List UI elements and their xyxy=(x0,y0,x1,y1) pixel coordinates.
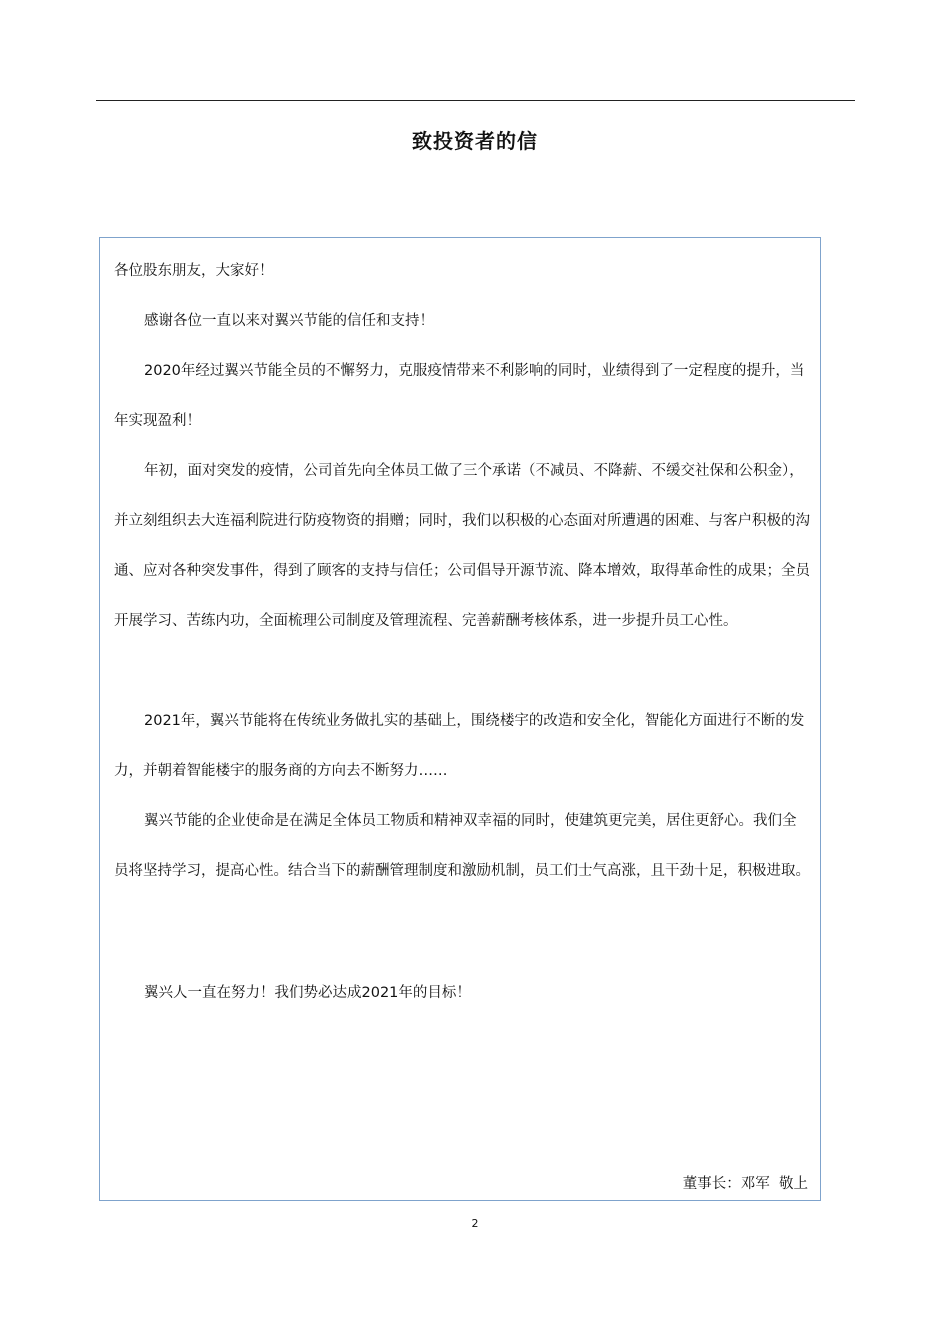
paragraph-closing: 翼兴人一直在努力！我们势必达成2021年的目标！ xyxy=(144,985,471,1001)
paragraph-thanks: 感谢各位一直以来对翼兴节能的信任和支持！ xyxy=(144,313,434,329)
page-number: 2 xyxy=(471,1217,479,1230)
greeting: 各位股东朋友，大家好！ xyxy=(114,263,274,279)
paragraph-epidemic-response: 年初，面对突发的疫情，公司首先向全体员工做了三个承诺（不减员、不降薪、不缓交社保和公积金），并立刻组织去大连福利院进行防疫物资的捐赠；同时，我们以积极的心态面对所遭遇的困难、与客户积极的沟通、应对各种突发事件，得到了顾客的支持与信任；公司倡导开源节流、降本增效，取得革命性的成果；全员开展学习、苦练内功，全面梳理公司制度及管理流程、完善薪酬考核体系，进一步提升员工心性。 xyxy=(114,463,810,629)
header-rule xyxy=(96,100,855,101)
signature: 董事长：邓军 敬上 xyxy=(682,1176,808,1192)
paragraph-2021-plan: 2021年，翼兴节能将在传统业务做扎实的基础上，围绕楼宇的改造和安全化，智能化方面进行不断的发力，并朝着智能楼宇的服务商的方向去不断努力…… xyxy=(114,713,805,779)
paragraph-mission: 翼兴节能的企业使命是在满足全体员工物质和精神双幸福的同时，使建筑更完美，居住更舒心。我们全员将坚持学习，提高心性。结合当下的薪酬管理制度和激励机制，员工们士气高涨，且干劲十足，积极进取。 xyxy=(114,813,810,879)
page-title: 致投资者的信 xyxy=(412,129,538,153)
letter-frame xyxy=(99,237,821,1201)
paragraph-2020-results: 2020年经过翼兴节能全员的不懈努力，克服疫情带来不利影响的同时，业绩得到了一定程度的提升，当年实现盈利！ xyxy=(114,363,805,429)
